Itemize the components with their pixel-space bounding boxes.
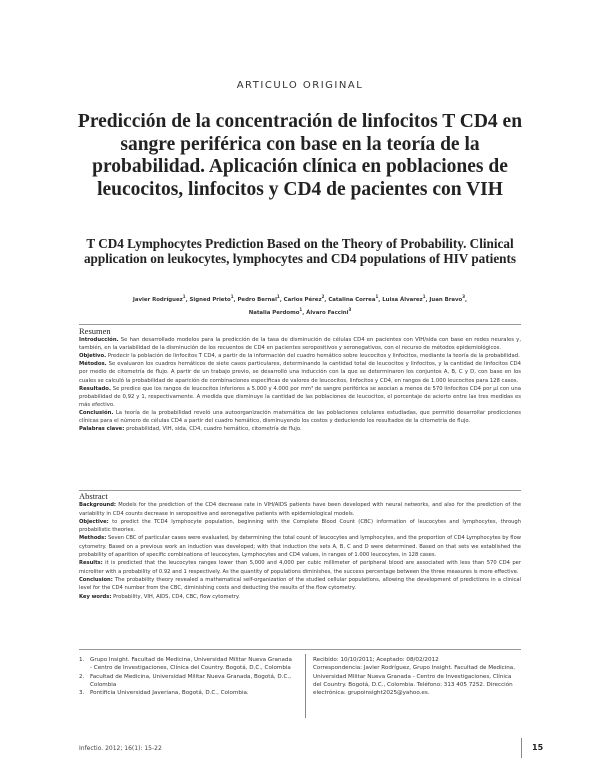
received-date: Recibido: 10/10/2011; Aceptado: 08/02/2012	[313, 657, 439, 663]
author: Juan Bravo$^3$,	[429, 294, 468, 303]
abstract-paragraph: Methods: Seven CBC of particular cases were evaluated, by determining the total count of leucocytes and lymphocytes, and the proportion of CD4 Lymphocytes by flow cytometry. Based on a previous work an induction was developed; with that induction the sets A, B, C and D were determined. Based on that sets we established the probability of aparition of specific combinations of leucocytes, Lymphocytes and CD4 values, in ranges of 1.000 leucocytes, in 128 cases.	[79, 535, 521, 559]
author: Catalina Correa$^1$,	[328, 294, 383, 303]
author: Javier Rodríguez$^1$,	[132, 294, 190, 303]
resumen-paragraph: Conclusión. La teoría de la probabilidad reveló una autoorganización matemática de las poblaciones celulares estudiadas, que permitió desarrollar predicciones clínicas para el número de células CD4 a partir del cuadro hemático, disminuyendo los costos y deduciendo los resultados de la citometría de flujo.	[79, 409, 521, 425]
abstract-paragraph: Objective: to predict the TCD4 lymphocyte population, beginning with the Complete Blood Count (CBC) information of leucocytes and lymphocytes, through probabilistic theories.	[79, 518, 521, 534]
resumen-heading: Resumen	[79, 326, 111, 336]
correspondence	[313, 656, 521, 697]
affiliation-item: 3. Pontificia Universidad Javeriana, Bogotá, D.C., Colombia.	[79, 690, 249, 697]
resumen-paragraph: Métodos. Se evaluaron los cuadros hemáticos de siete casos particulares, determinando la cantidad total de leucocitos y linfocitos, y la cantidad de linfocitos CD4 por medio de citometría de flujo. A partir de un trabajo previo, se desarrolló una inducción con la que se determinaron los conjuntos A, B, C y D, con base en los cuales se calculó la probabilidad de aparición de combinaciones específicas de valores de leucocitos, linfocitos y CD4, en rangos de 1.000 leucocitos para 128 casos.	[79, 361, 522, 384]
resumen-divider	[79, 324, 521, 325]
abstract-section	[79, 492, 521, 601]
correspondence-text: Correspondencia: Javier Rodríguez, Grupo Insight. Facultad de Medicina, Universidad Militar Nueva Granada - Centro de Investigaciones, Clínica del Country. Bogotá, D.C., Colombia. Teléfono: 313 405 7252. Dirección electrónica: grupoinsight2025@yahoo.es.	[313, 665, 516, 697]
page-number-rule	[521, 738, 522, 758]
column-divider	[305, 654, 306, 718]
resumen-paragraph: Palabras clave: probabilidad, VIH, sida, CD4, cuadro hemático, citometría de flujo.	[79, 426, 302, 433]
author: Álvaro Faccini$^3$	[306, 306, 352, 316]
journal-citation: Infectio. 2012; 16(1): 15-22	[79, 745, 162, 752]
article-title-english: T CD4 Lymphocytes Prediction Based on the Theory of Probability. Clinical application on leukocytes, lymphocytes and CD4 populations of HIV patients	[83, 236, 517, 266]
footnotes-divider	[79, 649, 521, 650]
article-title-spanish: Predicción de la concentración de linfocitos T CD4 en sangre periférica con base en la teoría de la probabilidad. Aplicación clínica en poblaciones de leucocitos, linfocitos y CD4 de pacientes con VIH	[77, 111, 523, 200]
affiliation-item: 2. Facultad de Medicina, Universidad Militar Nueva Granada, Bogotá, D.C., Colombia	[79, 673, 291, 688]
author: Carlos Pérez$^2$,	[283, 294, 329, 303]
abstract-paragraph: Conclusion: The probability theory revealed a mathematical self-organization of the studied cellular populations, allowing the development of predictions in a clinical level for the CD4 number from the CBC, diminishing costs and deducting the results of the flow cytometry.	[79, 576, 521, 592]
resumen-paragraph: Objetivo. Predecir la población de linfocitos T CD4, a partir de la información del cuadro hemático sobre leucocitos y linfocitos, mediante la teoría de la probabilidad.	[79, 353, 520, 360]
abstract-divider	[79, 490, 521, 491]
resumen-section	[79, 327, 521, 433]
affiliations	[79, 656, 294, 697]
resumen-paragraph: Resultado. Se predice que los rangos de leucocitos inferiores a 5.000 y 4.000 por mm³ de sangre periférica se asocian a menos de 570 linfocitos CD4 por µl con una probabilidad de 0,92 y 1, respectivamente. A medida que disminuye la cantidad de las poblaciones de leucocitos, el porcentaje de acierto entre las tres medidas es más efectivo.	[79, 385, 522, 408]
author: Pedro Bernal$^1$,	[237, 294, 284, 303]
author: Natalia Perdomo$^1$,	[248, 306, 307, 316]
author: Luisa Álvarez$^1$,	[382, 294, 430, 303]
abstract-paragraph: Key words: Probability, VIH, AIDS, CD4, CBC, flow cytometry.	[79, 593, 240, 600]
abstract-paragraph: Background: Models for the prediction of the CD4 decrease rate in VIH/AIDS patients have been developed with neural networks, and also for the prediction of the variability in CD4 counts decrease in seropositive and seronegative patients with epidemiological models.	[79, 502, 522, 517]
page-number: 15	[532, 743, 544, 752]
resumen-paragraph: Introducción. Se han desarrollado modelos para la predicción de la tasa de disminución de células CD4 en pacientes con VIH/sida con base en redes neurales y, también, en la variabilidad de la disminución de los recuentos de CD4 en pacientes seropositivos y seronegativos, con el recurso de métodos epidemiológicos.	[79, 337, 522, 352]
author-list	[95, 292, 505, 318]
abstract-paragraph: Results: it is predicted that the leucocytes ranges lower than 5,000 and 4,000 per cubic millimeter of peripheral blood are associated with less than 570 CD4 per microliter with a probability of 0.92 and 1 respectively. As the quantity of populations diminishes, the success percentage between the three measures is more effective.	[79, 560, 521, 575]
section-label: ARTICULO ORIGINAL	[236, 80, 364, 91]
author: Signed Prieto$^1$,	[189, 294, 238, 303]
affiliation-item: 1. Grupo Insight. Facultad de Medicina, Universidad Militar Nueva Granada - Centro de Investigaciones, Clínica del Country. Bogotá, D.C., Colombia	[79, 657, 292, 672]
abstract-heading: Abstract	[79, 491, 108, 501]
